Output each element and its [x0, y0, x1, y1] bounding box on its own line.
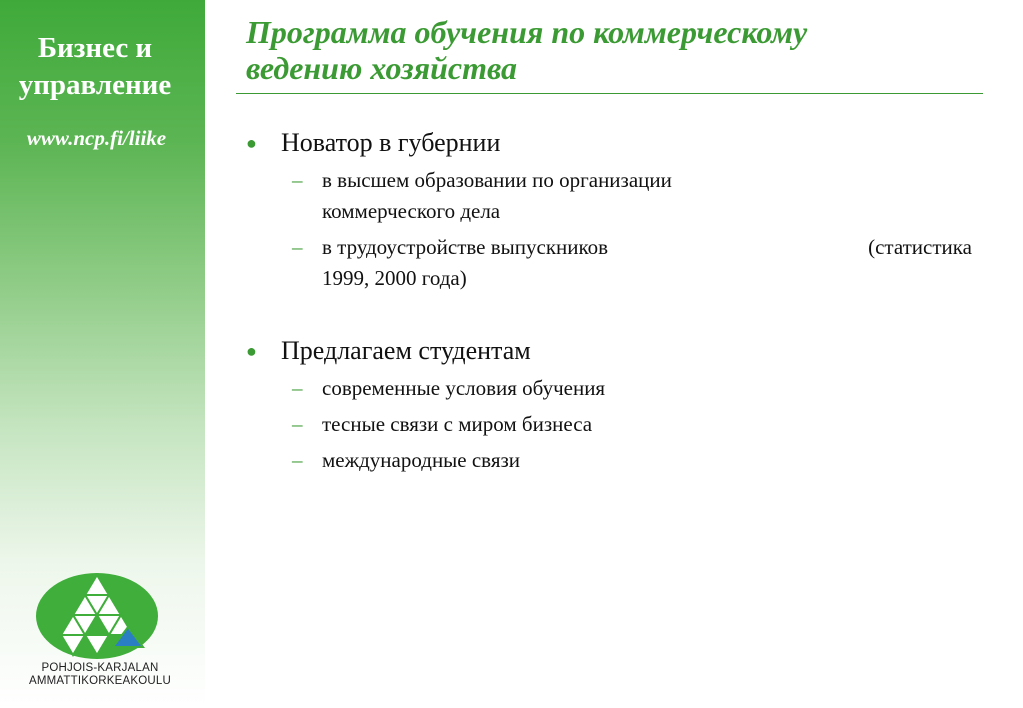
sub-item-line1: тесные связи с миром бизнеса — [322, 412, 593, 436]
sub-item-line2: коммерческого дела — [322, 199, 501, 223]
sub-item — [246, 409, 986, 440]
brand-title — [0, 30, 190, 104]
sub-item-line1: в высшем образовании по организации — [322, 168, 672, 192]
sidebar — [0, 0, 205, 708]
school-logo-icon — [36, 573, 158, 659]
bullet-item — [246, 334, 986, 368]
brand-title-line2: управление — [18, 69, 172, 101]
dash-icon: – — [292, 376, 303, 400]
sub-item-line1: международные связи — [322, 448, 521, 472]
dash-icon: – — [292, 235, 303, 259]
dash-icon: – — [292, 448, 303, 472]
logo-text — [0, 662, 200, 688]
title-divider — [236, 93, 983, 94]
sub-item — [246, 373, 986, 404]
brand-url: www.ncp.fi/liike — [26, 126, 167, 150]
sub-item-line1: в трудоустройстве выпускников — [322, 235, 609, 259]
slide-title-line2: ведению хозяйства — [246, 50, 518, 86]
bullet-dot-icon: ● — [246, 341, 257, 361]
brand-title-line1: Бизнес и — [37, 32, 153, 64]
bullet-text: Новатор в губернии — [281, 128, 501, 157]
bullet-text: Предлагаем студентам — [281, 336, 531, 365]
dash-icon: – — [292, 168, 303, 192]
sub-item-line2: 1999, 2000 года) — [322, 266, 467, 290]
logo-text-line1: POHJOIS-KARJALAN — [41, 662, 159, 674]
bullet-item — [246, 126, 986, 160]
sub-item — [246, 165, 986, 227]
sub-item — [246, 445, 986, 476]
sub-item-line1: современные условия обучения — [322, 376, 606, 400]
slide-title-line1: Программа обучения по коммерческому — [246, 14, 808, 50]
logo-text-line2: AMMATTIKORKEAKOULU — [28, 675, 172, 687]
dash-icon: – — [292, 412, 303, 436]
slide-content — [246, 126, 986, 476]
slide-title — [246, 14, 1006, 86]
bullet-dot-icon: ● — [246, 133, 257, 153]
sub-item — [246, 232, 986, 294]
sub-item-line1-right: (статистика — [868, 235, 972, 259]
